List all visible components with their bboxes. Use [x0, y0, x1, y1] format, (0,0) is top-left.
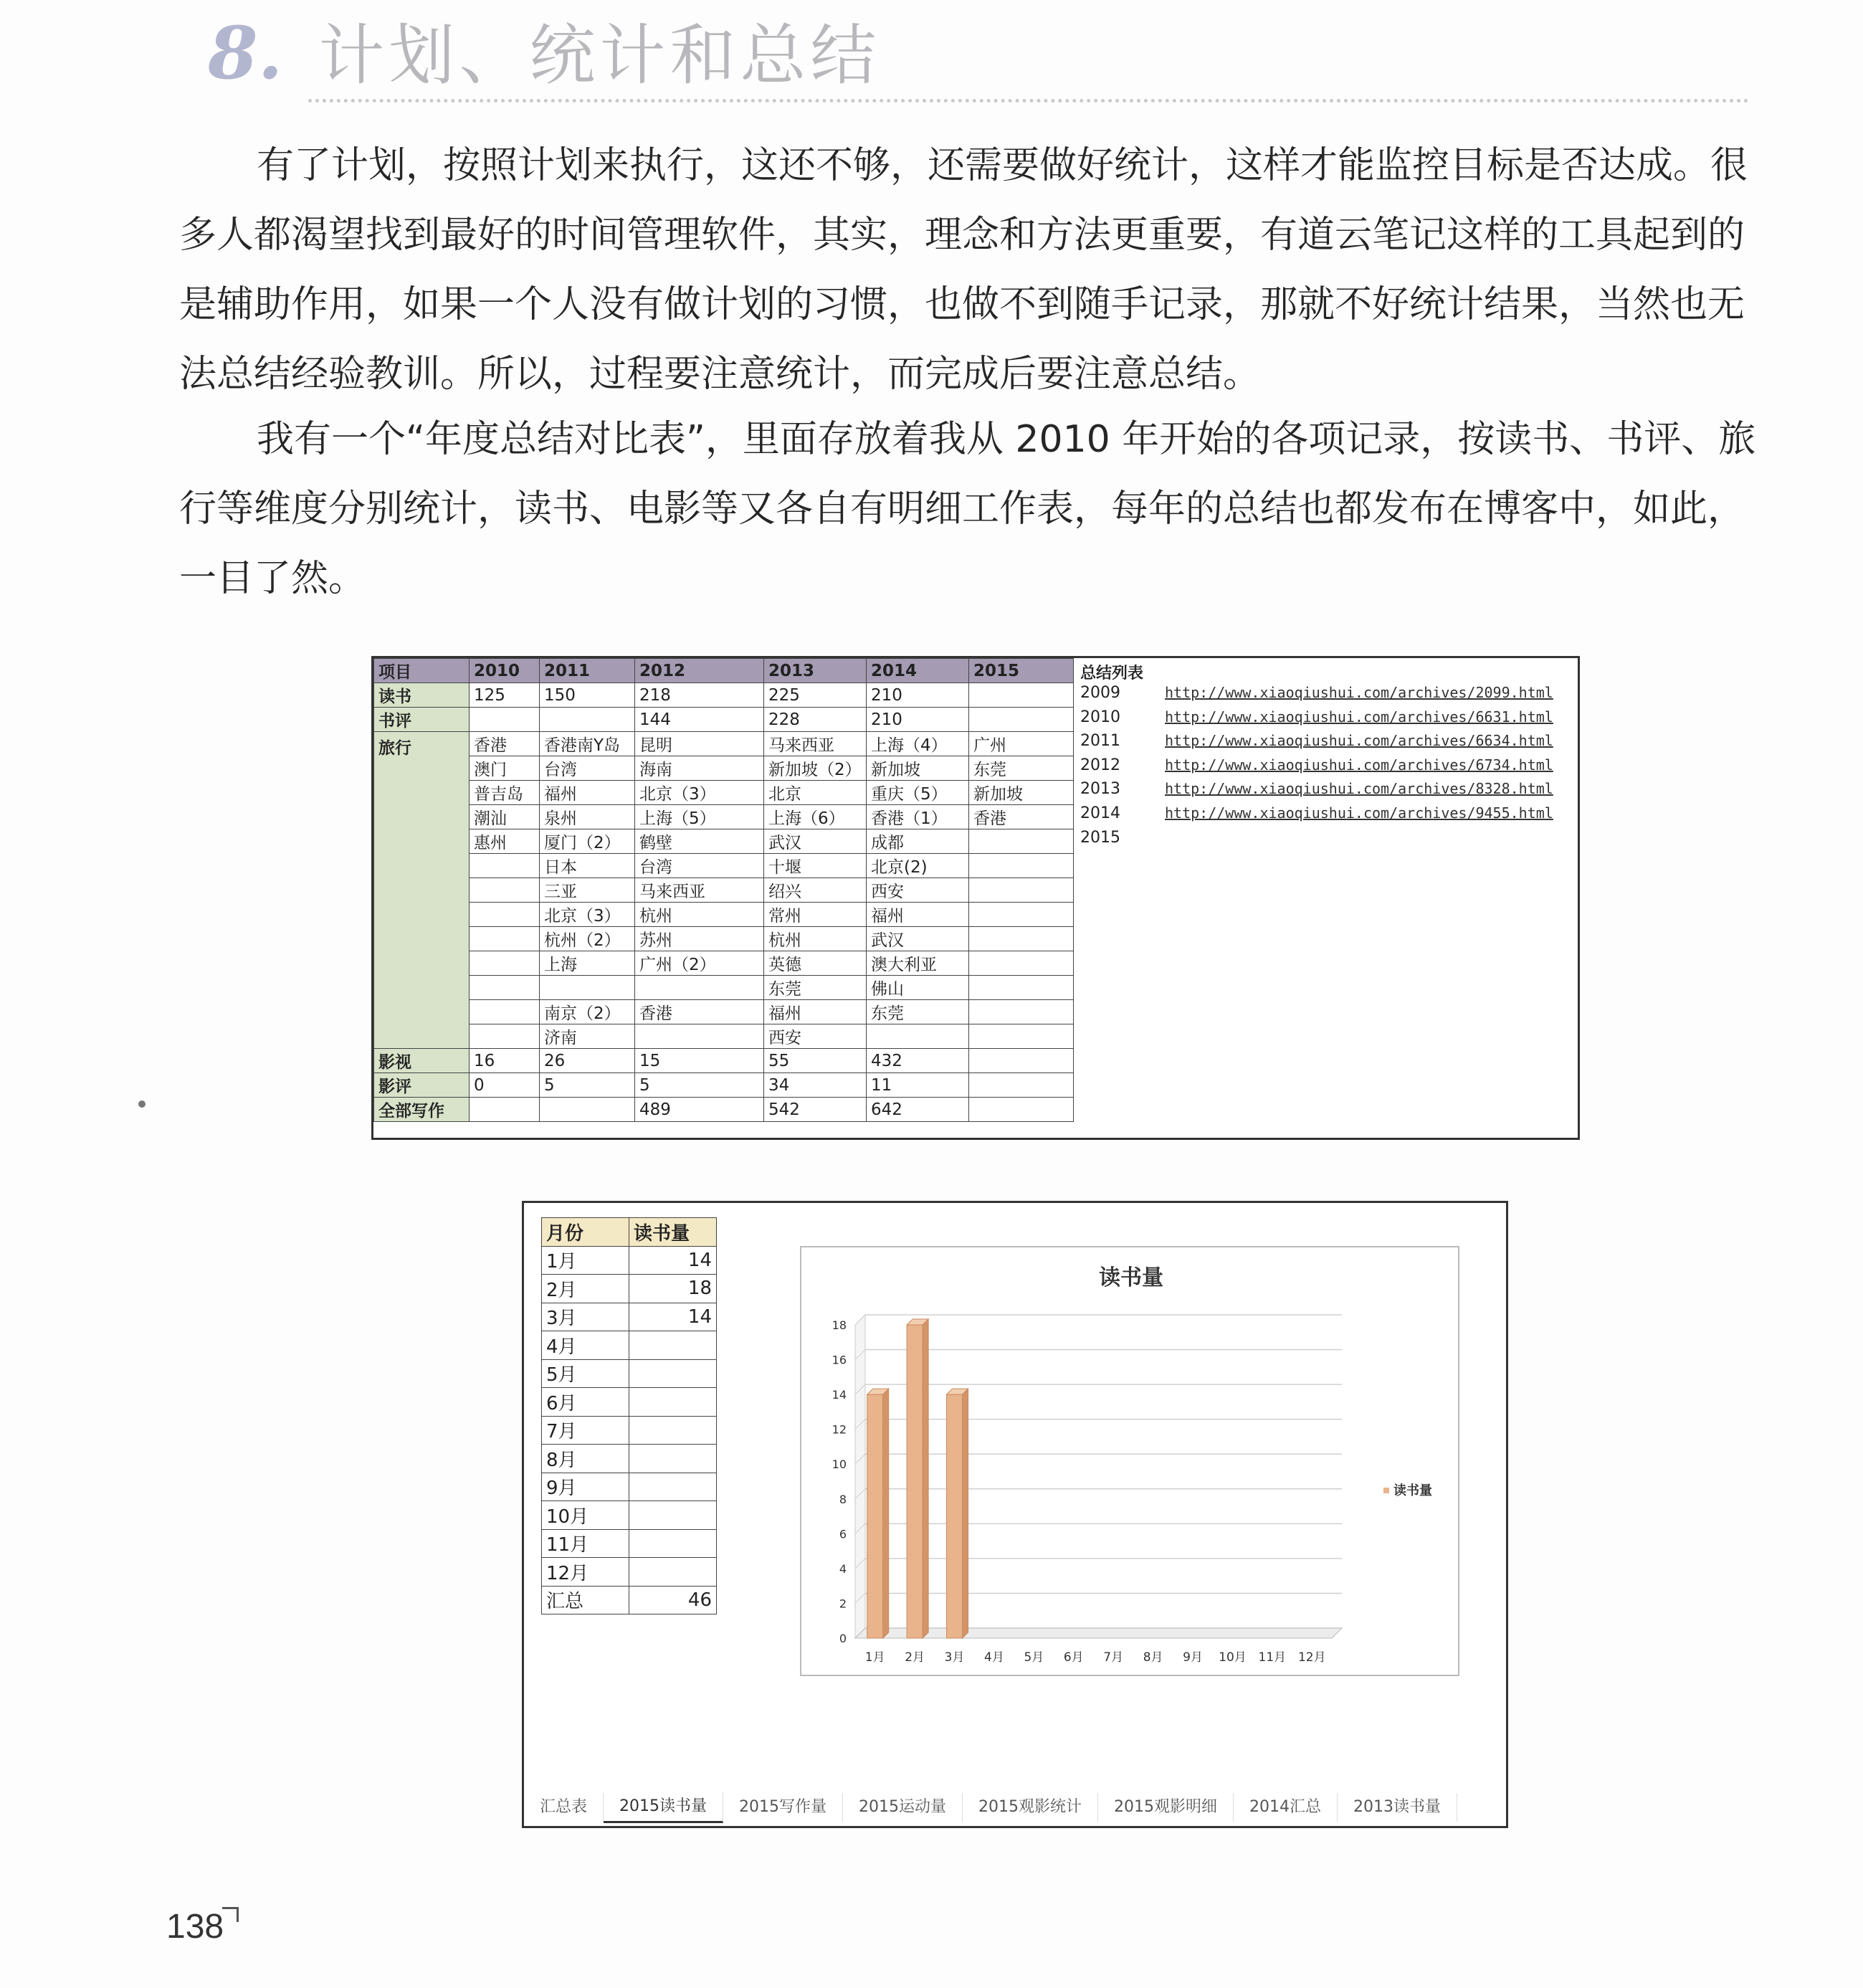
- summary-cell: 武汉: [867, 927, 969, 951]
- summary-cell: 上海（4）: [867, 732, 969, 756]
- summary-link[interactable]: http://www.xiaoqiushui.com/archives/2099.html: [1165, 684, 1553, 701]
- summary-cell: [969, 708, 1074, 732]
- summary-link[interactable]: http://www.xiaoqiushui.com/archives/8328.html: [1165, 780, 1553, 798]
- sheet-tab[interactable]: 2015观影明细: [1098, 1793, 1234, 1822]
- x-tick-label: 4月: [984, 1650, 1004, 1665]
- month-cell: 9月: [542, 1473, 629, 1501]
- summary-cell: [470, 951, 540, 976]
- summary-cell: 5: [635, 1073, 764, 1098]
- count-cell: [629, 1529, 717, 1558]
- monthly-header-cell: 读书量: [629, 1218, 717, 1247]
- section-title: 计划、统计和总结: [318, 17, 881, 94]
- summary-cell: 惠州: [470, 829, 540, 854]
- summary-cell: 昆明: [635, 732, 764, 756]
- bar: [947, 1394, 963, 1638]
- summary-cell: [470, 1024, 540, 1049]
- summary-cell: 210: [867, 708, 969, 732]
- summary-cell: 东莞: [867, 1000, 969, 1024]
- month-cell: 11月: [542, 1529, 629, 1558]
- summary-cell: 潮汕: [470, 805, 540, 829]
- summary-cell: 绍兴: [764, 878, 867, 903]
- summary-cell: 厦门（2）: [540, 829, 635, 854]
- monthly-row: [542, 1359, 717, 1388]
- summary-link[interactable]: http://www.xiaoqiushui.com/archives/9455.html: [1165, 804, 1553, 822]
- summary-cell: 东莞: [969, 756, 1074, 781]
- summary-list-row: [1080, 732, 1553, 757]
- summary-cell: 北京（3）: [635, 781, 764, 805]
- reading-chart: [800, 1246, 1459, 1676]
- summary-table: [373, 658, 1074, 1122]
- summary-header-cell: 2015: [969, 659, 1074, 683]
- y-tick-label: 18: [832, 1318, 847, 1332]
- summary-cell: [635, 976, 764, 1000]
- y-tick-label: 10: [832, 1457, 847, 1472]
- bar-side: [963, 1389, 968, 1638]
- summary-header-cell: 2010: [470, 659, 540, 683]
- legend-label: 读书量: [1393, 1483, 1432, 1498]
- summary-cell: 广州（2）: [635, 951, 764, 976]
- bar: [907, 1325, 923, 1638]
- count-cell: [629, 1388, 717, 1417]
- row-movie-reviews-label: 影评: [374, 1073, 470, 1098]
- sheet-tab[interactable]: 2015读书量: [604, 1792, 723, 1823]
- row-travel-label: 旅行: [374, 732, 470, 1049]
- summary-cell: 新加坡: [969, 781, 1074, 805]
- monthly-row: [542, 1246, 717, 1275]
- bar-side: [923, 1319, 928, 1638]
- count-cell: [629, 1445, 717, 1473]
- paragraph-1: 有了计划，按照计划来执行，这还不够，还需要做好统计，这样才能监控目标是否达成。很多人都渴望找到最好的时间管理软件，其实，理念和方法更重要，有道云笔记这样的工具起到的是辅助作用，如果一个人没有做计划的习惯，也做不到随手记录，那就不好统计结果，当然也无法总结经验教训。所以，过程要注意统计，而完成后要注意总结。: [179, 144, 1748, 396]
- summary-cell: 489: [635, 1098, 764, 1122]
- summary-header-cell: 2013: [764, 659, 867, 683]
- row-reading: [374, 683, 1074, 708]
- sheet-tab[interactable]: 2015写作量: [723, 1793, 843, 1822]
- row-travel: [374, 1024, 1074, 1049]
- row-travel: [374, 903, 1074, 927]
- summary-cell: 杭州: [764, 927, 867, 951]
- sheet-tab[interactable]: 2015观影统计: [963, 1793, 1098, 1822]
- monthly-row: [542, 1501, 717, 1530]
- summary-cell: 0: [470, 1073, 540, 1098]
- summary-cell: 542: [764, 1098, 867, 1122]
- summary-cell: 上海（5）: [635, 805, 764, 829]
- row-travel: [374, 829, 1074, 854]
- summary-cell: 北京(2): [867, 854, 969, 878]
- summary-cell: 香港（1）: [867, 805, 969, 829]
- summary-cell: 150: [540, 683, 635, 708]
- row-travel: [374, 756, 1074, 781]
- summary-cell: [867, 1024, 969, 1049]
- summary-list-row: [1080, 708, 1553, 733]
- summary-cell: 西安: [764, 1024, 867, 1049]
- summary-cell: 东莞: [764, 976, 867, 1000]
- count-cell: [629, 1331, 717, 1360]
- x-tick-label: 6月: [1063, 1650, 1084, 1665]
- month-cell: 6月: [542, 1388, 629, 1417]
- page-corner-mark: [222, 1907, 239, 1922]
- summary-cell: 杭州（2）: [540, 927, 635, 951]
- monthly-row: [542, 1416, 717, 1445]
- summary-cell: 济南: [540, 1024, 635, 1049]
- summary-cell: 225: [764, 683, 867, 708]
- row-movie-reviews: [374, 1073, 1074, 1098]
- count-cell: 46: [629, 1586, 717, 1614]
- summary-cell: 海南: [635, 756, 764, 781]
- summary-cell: [969, 683, 1074, 708]
- heading-divider: [308, 99, 1749, 103]
- summary-cell: 佛山: [867, 976, 969, 1000]
- monthly-row: [542, 1558, 717, 1587]
- y-tick-label: 0: [839, 1632, 847, 1645]
- bar-side: [883, 1389, 889, 1638]
- summary-cell: 马来西亚: [764, 732, 867, 756]
- summary-cell: [969, 951, 1074, 976]
- reading-sheet-screenshot: [522, 1201, 1508, 1828]
- summary-header-cell: 2012: [635, 659, 764, 683]
- row-travel: [374, 805, 1074, 829]
- chart-side-wall: [855, 1315, 865, 1638]
- summary-year: 2010: [1080, 708, 1120, 726]
- summary-cell: [969, 1073, 1074, 1098]
- monthly-row: [542, 1275, 717, 1303]
- x-tick-label: 1月: [864, 1650, 885, 1665]
- summary-cell: [540, 1098, 635, 1122]
- row-travel: [374, 976, 1074, 1000]
- month-cell: 5月: [542, 1359, 629, 1388]
- summary-cell: 泉州: [540, 805, 635, 829]
- summary-header-cell: 2014: [867, 659, 969, 683]
- summary-cell: [540, 976, 635, 1000]
- summary-cell: 香港: [969, 805, 1074, 829]
- summary-cell: 新加坡: [867, 756, 969, 781]
- summary-cell: 鹤壁: [635, 829, 764, 854]
- summary-cell: [540, 708, 635, 732]
- summary-cell: 日本: [540, 854, 635, 878]
- summary-cell: 新加坡（2）: [764, 756, 867, 781]
- month-cell: 8月: [542, 1445, 629, 1473]
- section-heading: [208, 10, 881, 95]
- summary-cell: 常州: [764, 903, 867, 927]
- y-tick-label: 12: [832, 1422, 847, 1437]
- y-tick-label: 6: [839, 1527, 847, 1541]
- x-tick-label: 3月: [944, 1650, 965, 1665]
- summary-cell: [470, 927, 540, 951]
- summary-header-cell: 项目: [374, 659, 470, 683]
- monthly-row: [542, 1388, 717, 1417]
- summary-cell: [969, 1049, 1074, 1073]
- row-all-writing: [374, 1098, 1074, 1122]
- count-cell: [629, 1416, 717, 1445]
- monthly-row: [542, 1586, 717, 1614]
- summary-cell: 15: [635, 1049, 764, 1073]
- reading-chart-svg: [801, 1247, 1461, 1678]
- summary-cell: [470, 1098, 540, 1122]
- row-reviews: [374, 708, 1074, 732]
- summary-cell: [969, 903, 1074, 927]
- month-cell: 4月: [542, 1331, 629, 1360]
- summary-cell: 普吉岛: [470, 781, 540, 805]
- summary-cell: 上海: [540, 951, 635, 976]
- summary-cell: 144: [635, 708, 764, 732]
- summary-cell: 26: [540, 1049, 635, 1073]
- monthly-row: [542, 1473, 717, 1501]
- summary-cell: 西安: [867, 878, 969, 903]
- summary-cell: 34: [764, 1073, 867, 1098]
- y-tick-label: 8: [839, 1492, 847, 1506]
- month-cell: 10月: [542, 1501, 629, 1530]
- summary-cell: [969, 1000, 1074, 1024]
- monthly-row: [542, 1445, 717, 1473]
- sheet-tabs: [524, 1789, 1506, 1826]
- row-travel: [374, 951, 1074, 976]
- month-cell: 2月: [542, 1275, 629, 1303]
- x-tick-label: 12月: [1297, 1650, 1326, 1665]
- summary-year: 2013: [1080, 780, 1120, 799]
- summary-year: 2011: [1080, 732, 1120, 751]
- x-tick-label: 11月: [1258, 1650, 1287, 1665]
- summary-list-row: [1080, 684, 1553, 709]
- summary-cell: 香港南Y岛: [540, 732, 635, 756]
- summary-cell: 642: [867, 1098, 969, 1122]
- sheet-tab[interactable]: 2013读书量: [1338, 1793, 1457, 1822]
- summary-cell: 432: [867, 1049, 969, 1073]
- summary-cell: 55: [764, 1049, 867, 1073]
- row-movies-label: 影视: [374, 1049, 470, 1073]
- summary-cell: [969, 878, 1074, 903]
- month-cell: 1月: [542, 1246, 629, 1275]
- monthly-header-cell: 月份: [542, 1218, 629, 1247]
- summary-header-row: [374, 659, 1074, 683]
- sheet-tab[interactable]: 2014汇总: [1234, 1793, 1338, 1822]
- row-travel: [374, 781, 1074, 805]
- summary-cell: 210: [867, 683, 969, 708]
- chart-title: 读书量: [1099, 1265, 1163, 1290]
- summary-cell: [969, 927, 1074, 951]
- summary-cell: 三亚: [540, 878, 635, 903]
- y-tick-label: 2: [839, 1597, 847, 1611]
- monthly-table: [541, 1217, 717, 1614]
- summary-cell: 台湾: [540, 756, 635, 781]
- summary-cell: 福州: [764, 1000, 867, 1024]
- print-speck: [138, 1100, 146, 1108]
- x-tick-label: 2月: [905, 1650, 925, 1665]
- sheet-tab[interactable]: 汇总表: [524, 1793, 604, 1822]
- summary-cell: [969, 976, 1074, 1000]
- summary-year: 2015: [1080, 828, 1120, 847]
- summary-cell: 香港: [635, 1000, 764, 1024]
- summary-cell: [969, 854, 1074, 878]
- summary-cell: 福州: [867, 903, 969, 927]
- row-travel: [374, 878, 1074, 903]
- summary-cell: [470, 854, 540, 878]
- summary-cell: [969, 1098, 1074, 1122]
- x-tick-label: 7月: [1103, 1650, 1124, 1665]
- annual-summary-screenshot: [371, 656, 1580, 1140]
- row-travel: [374, 927, 1074, 951]
- count-cell: 14: [629, 1246, 717, 1275]
- summary-cell: 南京（2）: [540, 1000, 635, 1024]
- summary-cell: [470, 878, 540, 903]
- y-tick-label: 4: [839, 1561, 847, 1576]
- row-reviews-label: 书评: [374, 708, 470, 732]
- monthly-row: [542, 1529, 717, 1558]
- bar: [867, 1394, 883, 1638]
- row-movies: [374, 1049, 1074, 1073]
- x-tick-label: 8月: [1143, 1650, 1163, 1665]
- summary-link[interactable]: http://www.xiaoqiushui.com/archives/6734.html: [1165, 756, 1553, 774]
- monthly-row: [542, 1331, 717, 1360]
- legend-swatch: [1383, 1488, 1389, 1493]
- summary-cell: 福州: [540, 781, 635, 805]
- summary-cell: 香港: [470, 732, 540, 756]
- summary-cell: [470, 903, 540, 927]
- summary-year: 2009: [1080, 684, 1120, 702]
- summary-cell: 武汉: [764, 829, 867, 854]
- summary-cell: 重庆（5）: [867, 781, 969, 805]
- summary-cell: 北京（3）: [540, 903, 635, 927]
- summary-cell: 125: [470, 683, 540, 708]
- summary-cell: 澳门: [470, 756, 540, 781]
- count-cell: 18: [629, 1275, 717, 1303]
- summary-list-row: [1080, 829, 1165, 854]
- count-cell: [629, 1359, 717, 1388]
- summary-cell: 218: [635, 683, 764, 708]
- y-tick-label: 16: [832, 1353, 847, 1367]
- row-travel: [374, 732, 1074, 756]
- y-tick-label: 14: [832, 1388, 847, 1402]
- summary-year: 2014: [1080, 804, 1120, 822]
- x-tick-label: 9月: [1183, 1650, 1203, 1665]
- summary-cell: 上海（6）: [764, 805, 867, 829]
- summary-cell: 杭州: [635, 903, 764, 927]
- summary-list-title: 总结列表: [1080, 665, 1144, 683]
- count-cell: [629, 1501, 717, 1530]
- summary-cell: 台湾: [635, 854, 764, 878]
- row-travel: [374, 854, 1074, 878]
- summary-year: 2012: [1080, 756, 1120, 774]
- summary-cell: 成都: [867, 829, 969, 854]
- month-cell: 12月: [542, 1558, 629, 1587]
- section-number: 8.: [208, 11, 283, 95]
- summary-cell: 十堰: [764, 854, 867, 878]
- month-cell: 3月: [542, 1303, 629, 1331]
- summary-list-row: [1080, 780, 1553, 805]
- summary-cell: 北京: [764, 781, 867, 805]
- month-cell: 汇总: [542, 1586, 629, 1614]
- summary-cell: [470, 1000, 540, 1024]
- row-reading-label: 读书: [374, 683, 470, 708]
- summary-cell: 苏州: [635, 927, 764, 951]
- summary-cell: 英德: [764, 951, 867, 976]
- row-all-writing-label: 全部写作: [374, 1098, 470, 1122]
- summary-cell: [969, 1024, 1074, 1049]
- summary-cell: 11: [867, 1073, 969, 1098]
- page-number: 138: [166, 1908, 224, 1946]
- summary-cell: [470, 976, 540, 1000]
- paragraph-2: 我有一个“年度总结对比表”，里面存放着我从 2010 年开始的各项记录，按读书、书评、旅行等维度分别统计，读书、电影等又各自有明细工作表，每年的总结也都发布在博客中，如此，一目了然。: [179, 418, 1756, 600]
- row-travel: [374, 1000, 1074, 1024]
- count-cell: [629, 1558, 717, 1587]
- sheet-tab[interactable]: 2015运动量: [843, 1793, 963, 1822]
- monthly-row: [542, 1303, 717, 1331]
- monthly-header-row: [542, 1218, 717, 1247]
- summary-header-cell: 2011: [540, 659, 635, 683]
- summary-cell: 马来西亚: [635, 878, 764, 903]
- summary-link[interactable]: http://www.xiaoqiushui.com/archives/6634.html: [1165, 732, 1553, 750]
- summary-cell: [969, 829, 1074, 854]
- summary-cell: 5: [540, 1073, 635, 1098]
- summary-cell: 澳大利亚: [867, 951, 969, 976]
- summary-list-row: [1080, 804, 1553, 829]
- month-cell: 7月: [542, 1416, 629, 1445]
- summary-cell: 228: [764, 708, 867, 732]
- summary-cell: [635, 1024, 764, 1049]
- x-tick-label: 5月: [1024, 1650, 1044, 1665]
- count-cell: 14: [629, 1303, 717, 1331]
- summary-list-row: [1080, 756, 1553, 781]
- summary-cell: 广州: [969, 732, 1074, 756]
- count-cell: [629, 1473, 717, 1501]
- summary-cell: 16: [470, 1049, 540, 1073]
- summary-cell: [470, 708, 540, 732]
- summary-link[interactable]: http://www.xiaoqiushui.com/archives/6631.html: [1165, 708, 1553, 726]
- x-tick-label: 10月: [1219, 1650, 1247, 1665]
